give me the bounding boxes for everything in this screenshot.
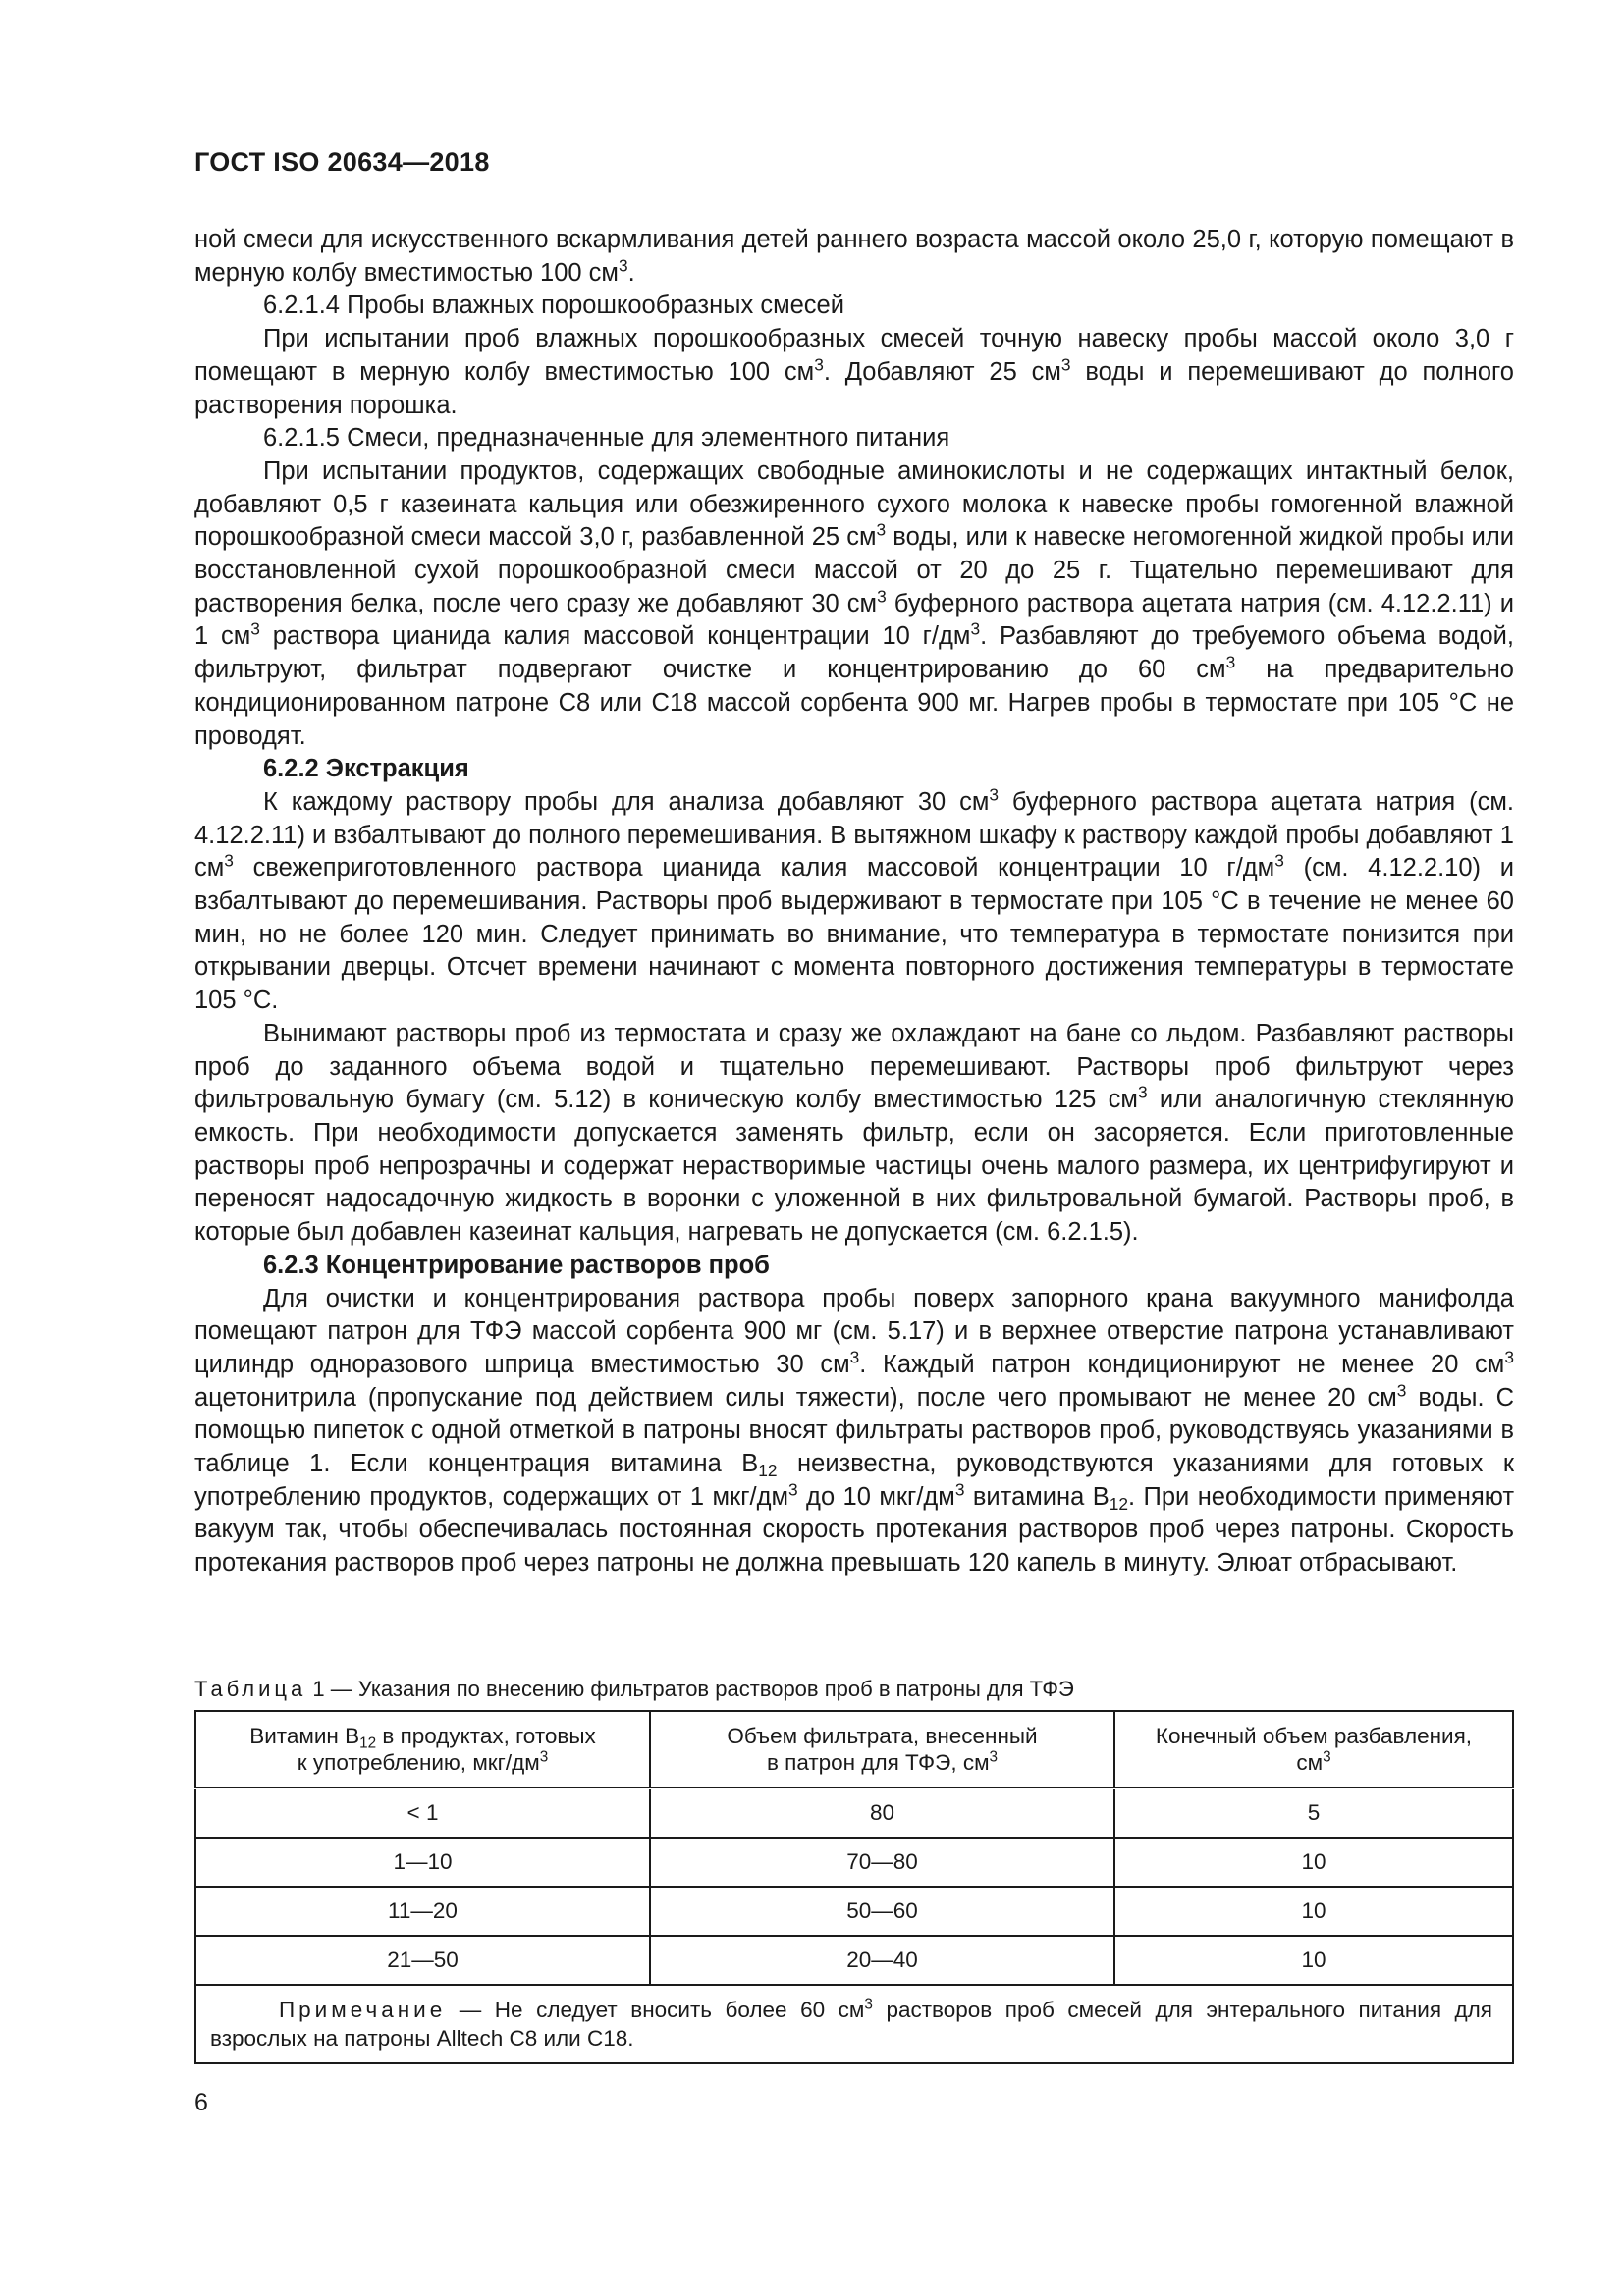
section-heading-6-2-1-5: 6.2.1.5 Смеси, предназначенные для элементного питания bbox=[263, 424, 950, 453]
table-cell: 50—60 bbox=[650, 1887, 1114, 1936]
section-heading-6-2-1-4: 6.2.1.4 Пробы влажных порошкообразных смесей bbox=[263, 292, 844, 320]
table-row bbox=[195, 1838, 1513, 1887]
table-cell: 20—40 bbox=[650, 1936, 1114, 1985]
table-cell: 70—80 bbox=[650, 1838, 1114, 1887]
table-cell: 1—10 bbox=[195, 1838, 650, 1887]
table-note: Примечание — Не следует вносить более 60 $см^3$ растворов проб смесей для энтерального питания для взрослых на патроны Alltech C8 или C18. bbox=[195, 1985, 1513, 2063]
table-row bbox=[195, 1936, 1513, 1985]
table-header-final-volume: Конечный объем разбавления, $см^3$ bbox=[1114, 1711, 1513, 1789]
paragraph: При испытании продуктов, содержащих свободные аминокислоты и не содержащих интактный белок, добавляют 0,5 г казеината кальция или обезжиренного сухого молока к навеске пробы гомогенной влажной порошкообразной смеси массой 3,0 г, разбавленной 25 $см^3$ воды, или к навеске негомогенной жидкой пробы или восстановленной сухой порошкообразной смеси массой от 20 до 25 г. Тщательно перемешивают для растворения белка, после чего сразу же добавляют 30 $см^3$ буферного раствора ацетата натрия (см. 4.12.2.11) и 1 $см^3$ раствора цианида калия массовой концентрации 10 $г/дм^3$. Разбавляют до требуемого объема водой, фильтруют, фильтрат подвергают очистке и концентрированию до 60 $см^3$ на предварительно кондиционированном патроне С8 или С18 массой сорбента 900 мг. Нагрев пробы в термостате при 105 °С не проводят. bbox=[194, 456, 1514, 750]
document-header: ГОСТ ISO 20634—2018 bbox=[194, 147, 490, 177]
paragraph: Для очистки и концентрирования раствора пробы поверх запорного крана вакуумного манифолда помещают патрон для ТФЭ массой сорбента 900 мг (см. 5.17) и в верхнее отверстие патрона устанавливают цилиндр одноразового шприца вместимостью 30 $см^3$. Каждый патрон кондиционируют не менее 20 $см^3$ ацетонитрила (пропускание под действием силы тяжести), после чего промывают не менее 20 $см^3$ воды. С помощью пипеток с одной отметкой в патроны вносят фильтраты растворов проб, руководствуясь указаниями в таблице 1. Если концентрация витамина $В_{12}$ неизвестна, руководствуются указаниями для готовых к употреблению продуктов, содержащих от 1 мкг/$дм^3$ до 10 мкг/$дм^3$ витамина $В_{12}$. При необходимости применяют вакуум так, чтобы обеспечивалась постоянная скорость протекания растворов проб через патроны. Скорость протекания растворов проб через патроны не должна превышать 120 капель в минуту. Элюат отбрасывают. bbox=[194, 1284, 1515, 1577]
table-caption: Таблица 1 — Указания по внесению фильтратов растворов проб в патроны для ТФЭ bbox=[194, 1677, 1074, 1701]
paragraph: Вынимают растворы проб из термостата и сразу же охлаждают на бане со льдом. Разбавляют растворы проб до заданного объема водой и тщательно перемешивают. Растворы проб фильтруют через фильтровальную бумагу (см. 5.12) в коническую колбу вместимостью 125 $см^3$ или аналогичную стеклянную емкость. При необходимости допускается заменять фильтр, если он засоряется. Если приготовленные растворы проб непрозрачны и содержат нерастворимые частицы очень малого размера, их центрифугируют и переносят надосадочную жидкость в воронки с уложенной в них фильтровальной бумагой. Растворы проб, в которые был добавлен казеинат кальция, нагревать не допускается (см. 6.2.1.5). bbox=[194, 1019, 1514, 1247]
table-cell: 10 bbox=[1114, 1887, 1513, 1936]
table-row bbox=[195, 1789, 1513, 1839]
table-cell: 21—50 bbox=[195, 1936, 650, 1985]
table-header-vitamin: Витамин $В_{12}$ в продуктах, готовых к употреблению, мкг/$дм^3$ bbox=[195, 1711, 650, 1789]
data-table bbox=[194, 1710, 1514, 2064]
table-row bbox=[195, 1887, 1513, 1936]
table-header-filtrate-volume: Объем фильтрата, внесенный в патрон для ТФЭ, $см^3$ bbox=[650, 1711, 1114, 1789]
paragraph: При испытании проб влажных порошкообразных смесей точную навеску пробы массой около 3,0 г помещают в мерную колбу вместимостью 100 $см^3$. Добавляют 25 $см^3$ воды и перемешивают до полного растворения порошка. bbox=[194, 325, 1514, 419]
body-text bbox=[194, 224, 1514, 1580]
page-number: 6 bbox=[194, 2089, 208, 2116]
table-cell: 10 bbox=[1114, 1838, 1513, 1887]
section-heading-6-2-2: 6.2.2 Экстракция bbox=[263, 755, 469, 783]
table-note-row bbox=[195, 1985, 1513, 2063]
table-cell: 11—20 bbox=[195, 1887, 650, 1936]
paragraph: К каждому раствору пробы для анализа добавляют 30 $см^3$ буферного раствора ацетата натрия (см. 4.12.2.11) и взбалтывают до полного перемешивания. В вытяжном шкафу к раствору каждой пробы добавляют 1 $см^3$ свежеприготовленного раствора цианида калия массовой концентрации 10 $г/дм^3$ (см. 4.12.2.10) и взбалтывают до перемешивания. Растворы проб выдерживают в термостате при 105 °С в течение не менее 60 мин, но не более 120 мин. Следует принимать во внимание, что температура в термостате понизится при открывании дверцы. Отсчет времени начинают с момента повторного достижения температуры в термостате 105 °С. bbox=[194, 784, 1514, 1015]
table-cell: 5 bbox=[1114, 1789, 1513, 1839]
table-cell: 10 bbox=[1114, 1936, 1513, 1985]
paragraph: ной смеси для искусственного вскармливания детей раннего возраста массой около 25,0 г, которую помещают в мерную колбу вместимостью 100 $см^3$. bbox=[194, 226, 1514, 287]
table-cell: 80 bbox=[650, 1789, 1114, 1839]
section-heading-6-2-3: 6.2.3 Концентрирование растворов проб bbox=[263, 1251, 770, 1279]
table-cell: < 1 bbox=[195, 1789, 650, 1839]
